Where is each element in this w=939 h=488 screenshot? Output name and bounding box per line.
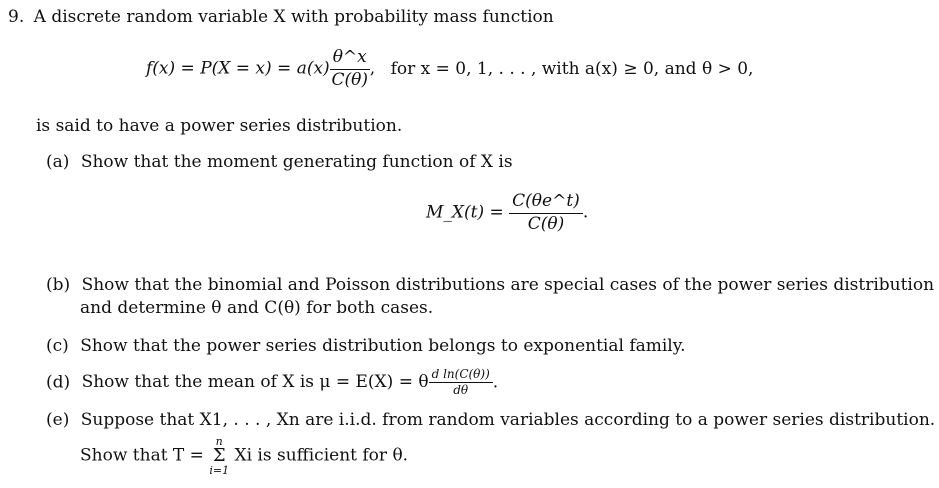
part-b-line1: Show that the binomial and Poisson distributions are special cases of the power series distribution	[81, 275, 935, 295]
sum-operator	[209, 436, 229, 476]
pmf-equation	[146, 48, 753, 90]
mean-denominator: dθ	[453, 382, 469, 397]
pmf-lhs: f(x) = P(X = x) = a(x)	[146, 58, 330, 79]
pmf-comma: ,	[369, 58, 376, 79]
mean-numerator: d ln(C(θ))	[429, 368, 493, 383]
part-b	[46, 275, 934, 295]
part-b-label: (b)	[46, 275, 71, 295]
part-d	[46, 368, 498, 398]
part-d-text: Show that the mean of X is μ = E(X) = θ	[81, 372, 429, 393]
problem-header	[8, 7, 554, 27]
sum-upper-limit: n	[215, 435, 223, 448]
pmf-condition: for x = 0, 1, . . . , with a(x) ≥ 0, and θ > 0,	[390, 58, 754, 79]
part-a	[46, 152, 513, 172]
mean-fraction	[429, 368, 493, 398]
pmf-numerator: θ^x	[330, 48, 370, 70]
part-c-text: Show that the power series distribution belongs to exponential family.	[80, 336, 686, 356]
part-e	[46, 410, 935, 430]
pmf-denominator: C(θ)	[331, 69, 368, 90]
part-a-text: Show that the moment generating function of X is	[80, 152, 513, 172]
part-e-line2-post: Xi is sufficient for θ.	[234, 445, 409, 466]
sum-lower-limit: i=1	[209, 464, 230, 477]
problem-intro: A discrete random variable X with probability mass function	[33, 7, 554, 27]
part-d-tail: .	[492, 372, 499, 393]
part-d-label: (d)	[46, 372, 71, 393]
mgf-numerator: C(θe^t)	[509, 192, 583, 214]
part-e-line1: Suppose that X1, . . . , Xn are i.i.d. from random variables according to a power series distribution.	[80, 410, 936, 430]
pmf-fraction	[330, 48, 370, 90]
mgf-lhs: M_X(t) =	[426, 202, 504, 223]
part-c-label: (c)	[46, 336, 69, 356]
part-e-label: (e)	[46, 410, 70, 430]
mgf-fraction	[509, 192, 583, 234]
sum-symbol: Σ	[212, 445, 226, 466]
part-b-line2: and determine θ and C(θ) for both cases.	[80, 298, 434, 318]
part-e-line2	[80, 436, 408, 476]
mgf-tail: .	[582, 202, 589, 223]
part-c	[46, 336, 686, 356]
problem-definition-text: is said to have a power series distribution.	[36, 116, 403, 136]
part-e-line2-pre: Show that T =	[80, 445, 204, 466]
problem-number: 9.	[8, 7, 25, 27]
mgf-denominator: C(θ)	[527, 213, 565, 234]
mgf-equation	[426, 192, 588, 234]
part-a-label: (a)	[46, 152, 70, 172]
